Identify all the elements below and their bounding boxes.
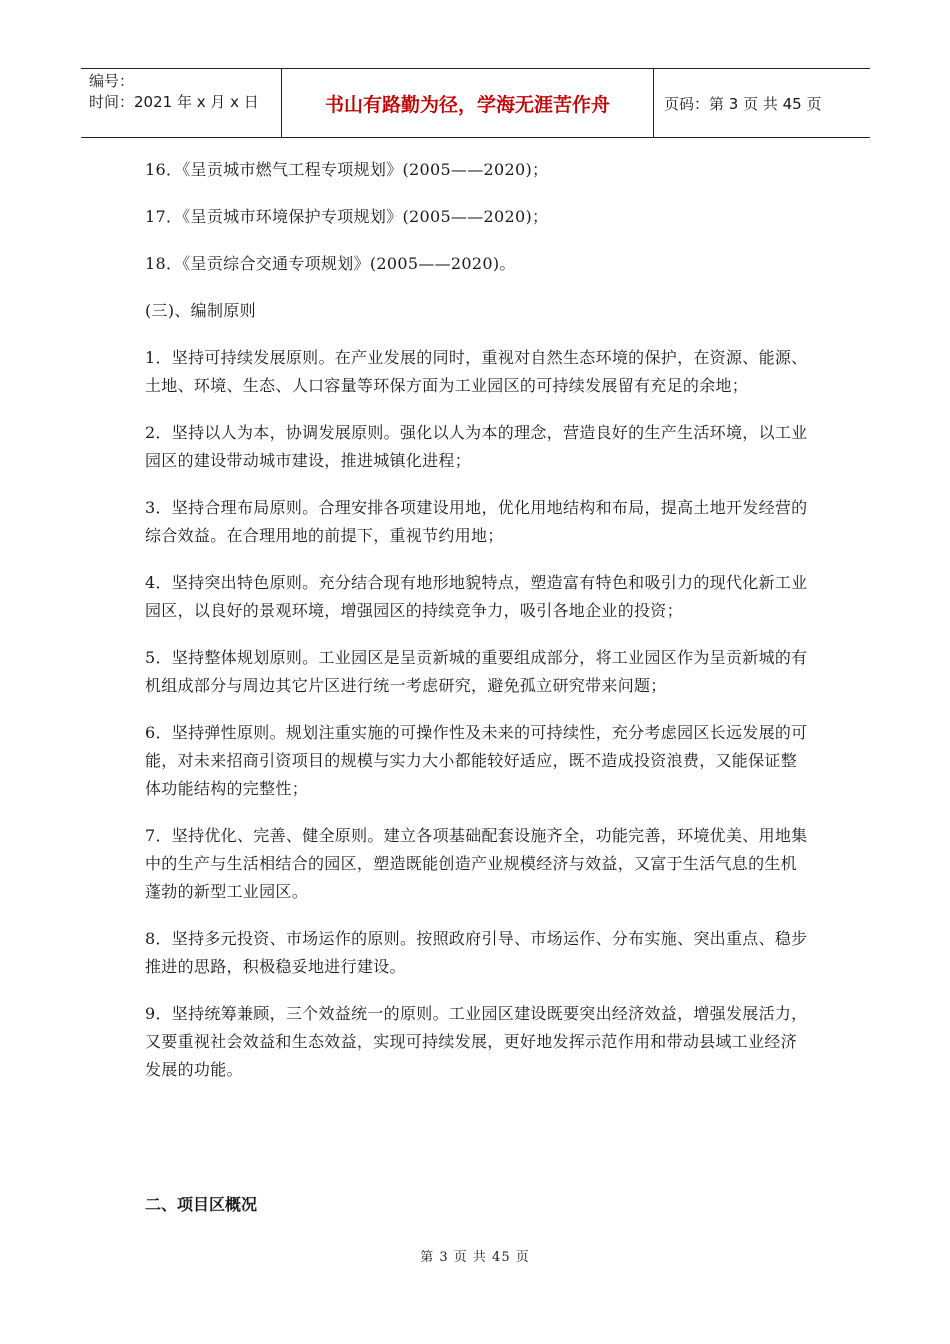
principle-paragraph: 1．坚持可持续发展原则。在产业发展的同时，重视对自然生态环境的保护，在资源、能源、土地、环境、生态、人口容量等环保方面为工业园区的可持续发展留有充足的余地； xyxy=(145,348,808,395)
header-page-info: 页码：第 3 页 共 45 页 xyxy=(664,94,822,113)
document-number-label: 编号： xyxy=(89,72,135,90)
principle-paragraph: 3．坚持合理布局原则。合理安排各项建设用地，优化用地结构和布局，提高土地开发经营的综合效益。在合理用地的前提下，重视节约用地； xyxy=(145,498,808,545)
principle-paragraph: 5．坚持整体规划原则。工业园区是呈贡新城的重要组成部分，将工业园区作为呈贡新城的有机组成部分与周边其它片区进行统一考虑研究，避免孤立研究带来问题； xyxy=(145,648,808,695)
principle-paragraph: 8．坚持多元投资、市场运作的原则。按照政府引导、市场运作、分布实施、突出重点、稳步推进的思路，积极稳妥地进行建设。 xyxy=(145,929,808,976)
document-date: 时间：2021 年 x 月 x 日 xyxy=(89,93,259,111)
document-body xyxy=(145,156,810,1103)
reference-item: 18．《呈贡综合交通专项规划》(2005——2020)。 xyxy=(145,254,516,273)
document-header xyxy=(81,68,870,138)
page-footer: 第 3 页 共 45 页 xyxy=(420,1250,530,1265)
chapter-heading: 二、项目区概况 xyxy=(145,1195,258,1214)
header-meta xyxy=(81,69,282,137)
principle-paragraph: 6．坚持弹性原则。规划注重实施的可操作性及未来的可持续性，充分考虑园区长远发展的可能，对未来招商引资项目的规模与实力大小都能较好适应，既不造成投资浪费，又能保证整体功能结构的完整性； xyxy=(145,723,808,798)
principle-paragraph: 2．坚持以人为本，协调发展原则。强化以人为本的理念，营造良好的生产生活环境，以工业园区的建设带动城市建设，推进城镇化进程； xyxy=(145,423,808,470)
header-motto: 书山有路勤为径，学海无涯苦作舟 xyxy=(282,69,654,137)
principle-paragraph: 4．坚持突出特色原则。充分结合现有地形地貌特点，塑造富有特色和吸引力的现代化新工业园区，以良好的景观环境，增强园区的持续竞争力，吸引各地企业的投资； xyxy=(145,573,808,620)
principle-paragraph: 9．坚持统筹兼顾，三个效益统一的原则。工业园区建设既要突出经济效益，增强发展活力，又要重视社会效益和生态效益，实现可持续发展，更好地发挥示范作用和带动县域工业经济发展的功能。 xyxy=(145,1004,808,1079)
reference-item: 17．《呈贡城市环境保护专项规划》(2005——2020)； xyxy=(145,207,549,226)
principle-paragraph: 7．坚持优化、完善、健全原则。建立各项基础配套设施齐全，功能完善，环境优美、用地集中的生产与生活相结合的园区，塑造既能创造产业规模经济与效益，又富于生活气息的生机蓬勃的新型工业园区。 xyxy=(145,826,808,901)
section-title: (三)、编制原则 xyxy=(145,301,256,320)
reference-item: 16．《呈贡城市燃气工程专项规划》(2005——2020)； xyxy=(145,160,549,179)
